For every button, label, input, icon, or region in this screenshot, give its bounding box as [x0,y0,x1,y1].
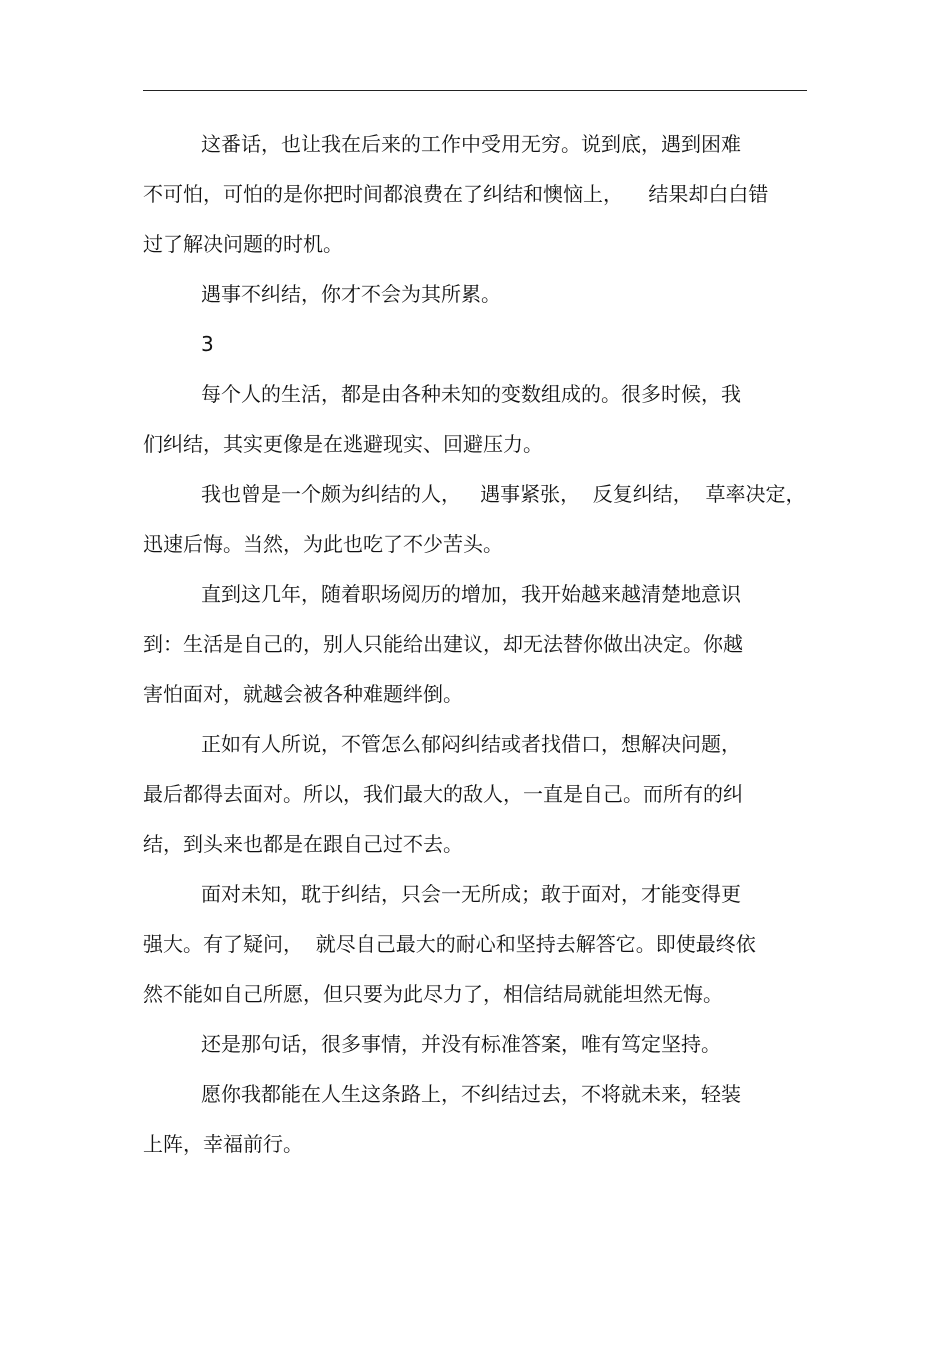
body-text-line: 我也曾是一个颇为纠结的人， 遇事紧张， 反复纠结， 草率决定， [201,482,806,506]
body-text-line: 面对未知，耽于纠结，只会一无所成；敢于面对，才能变得更 [201,882,741,906]
body-text-line: 最后都得去面对。所以，我们最大的敌人，一直是自己。而所有的纠 [143,782,743,806]
body-text-line: 们纠结，其实更像是在逃避现实、回避压力。 [143,432,543,456]
body-text-line: 害怕面对，就越会被各种难题绊倒。 [143,682,463,706]
body-text-line: 不可怕，可怕的是你把时间都浪费在了纠结和懊恼上， 结果却白白错 [143,182,769,206]
body-text-line: 然不能如自己所愿，但只要为此尽力了，相信结局就能坦然无悔。 [143,982,723,1006]
body-text-line: 迅速后悔。当然，为此也吃了不少苦头。 [143,532,503,556]
body-text-line: 到：生活是自己的，别人只能给出建议，却无法替你做出决定。你越 [143,632,743,656]
body-text-line: 过了解决问题的时机。 [143,232,343,256]
body-text-line: 结，到头来也都是在跟自己过不去。 [143,832,463,856]
body-text-line: 每个人的生活，都是由各种未知的变数组成的。很多时候，我 [201,382,741,406]
section-number: 3 [201,332,214,356]
body-text-line: 遇事不纠结，你才不会为其所累。 [201,282,501,306]
body-text-line: 上阵，幸福前行。 [143,1132,303,1156]
body-text-line: 强大。有了疑问， 就尽自己最大的耐心和坚持去解答它。即使最终依 [143,932,756,956]
body-text-line: 愿你我都能在人生这条路上，不纠结过去，不将就未来，轻装 [201,1082,741,1106]
body-text-line: 这番话，也让我在后来的工作中受用无穷。说到底，遇到困难 [201,132,741,156]
body-text-line: 直到这几年，随着职场阅历的增加，我开始越来越清楚地意识 [201,582,741,606]
header-rule [143,90,807,91]
body-text-line: 还是那句话，很多事情，并没有标准答案，唯有笃定坚持。 [201,1032,721,1056]
body-text-line: 正如有人所说，不管怎么郁闷纠结或者找借口，想解决问题， [201,732,741,756]
